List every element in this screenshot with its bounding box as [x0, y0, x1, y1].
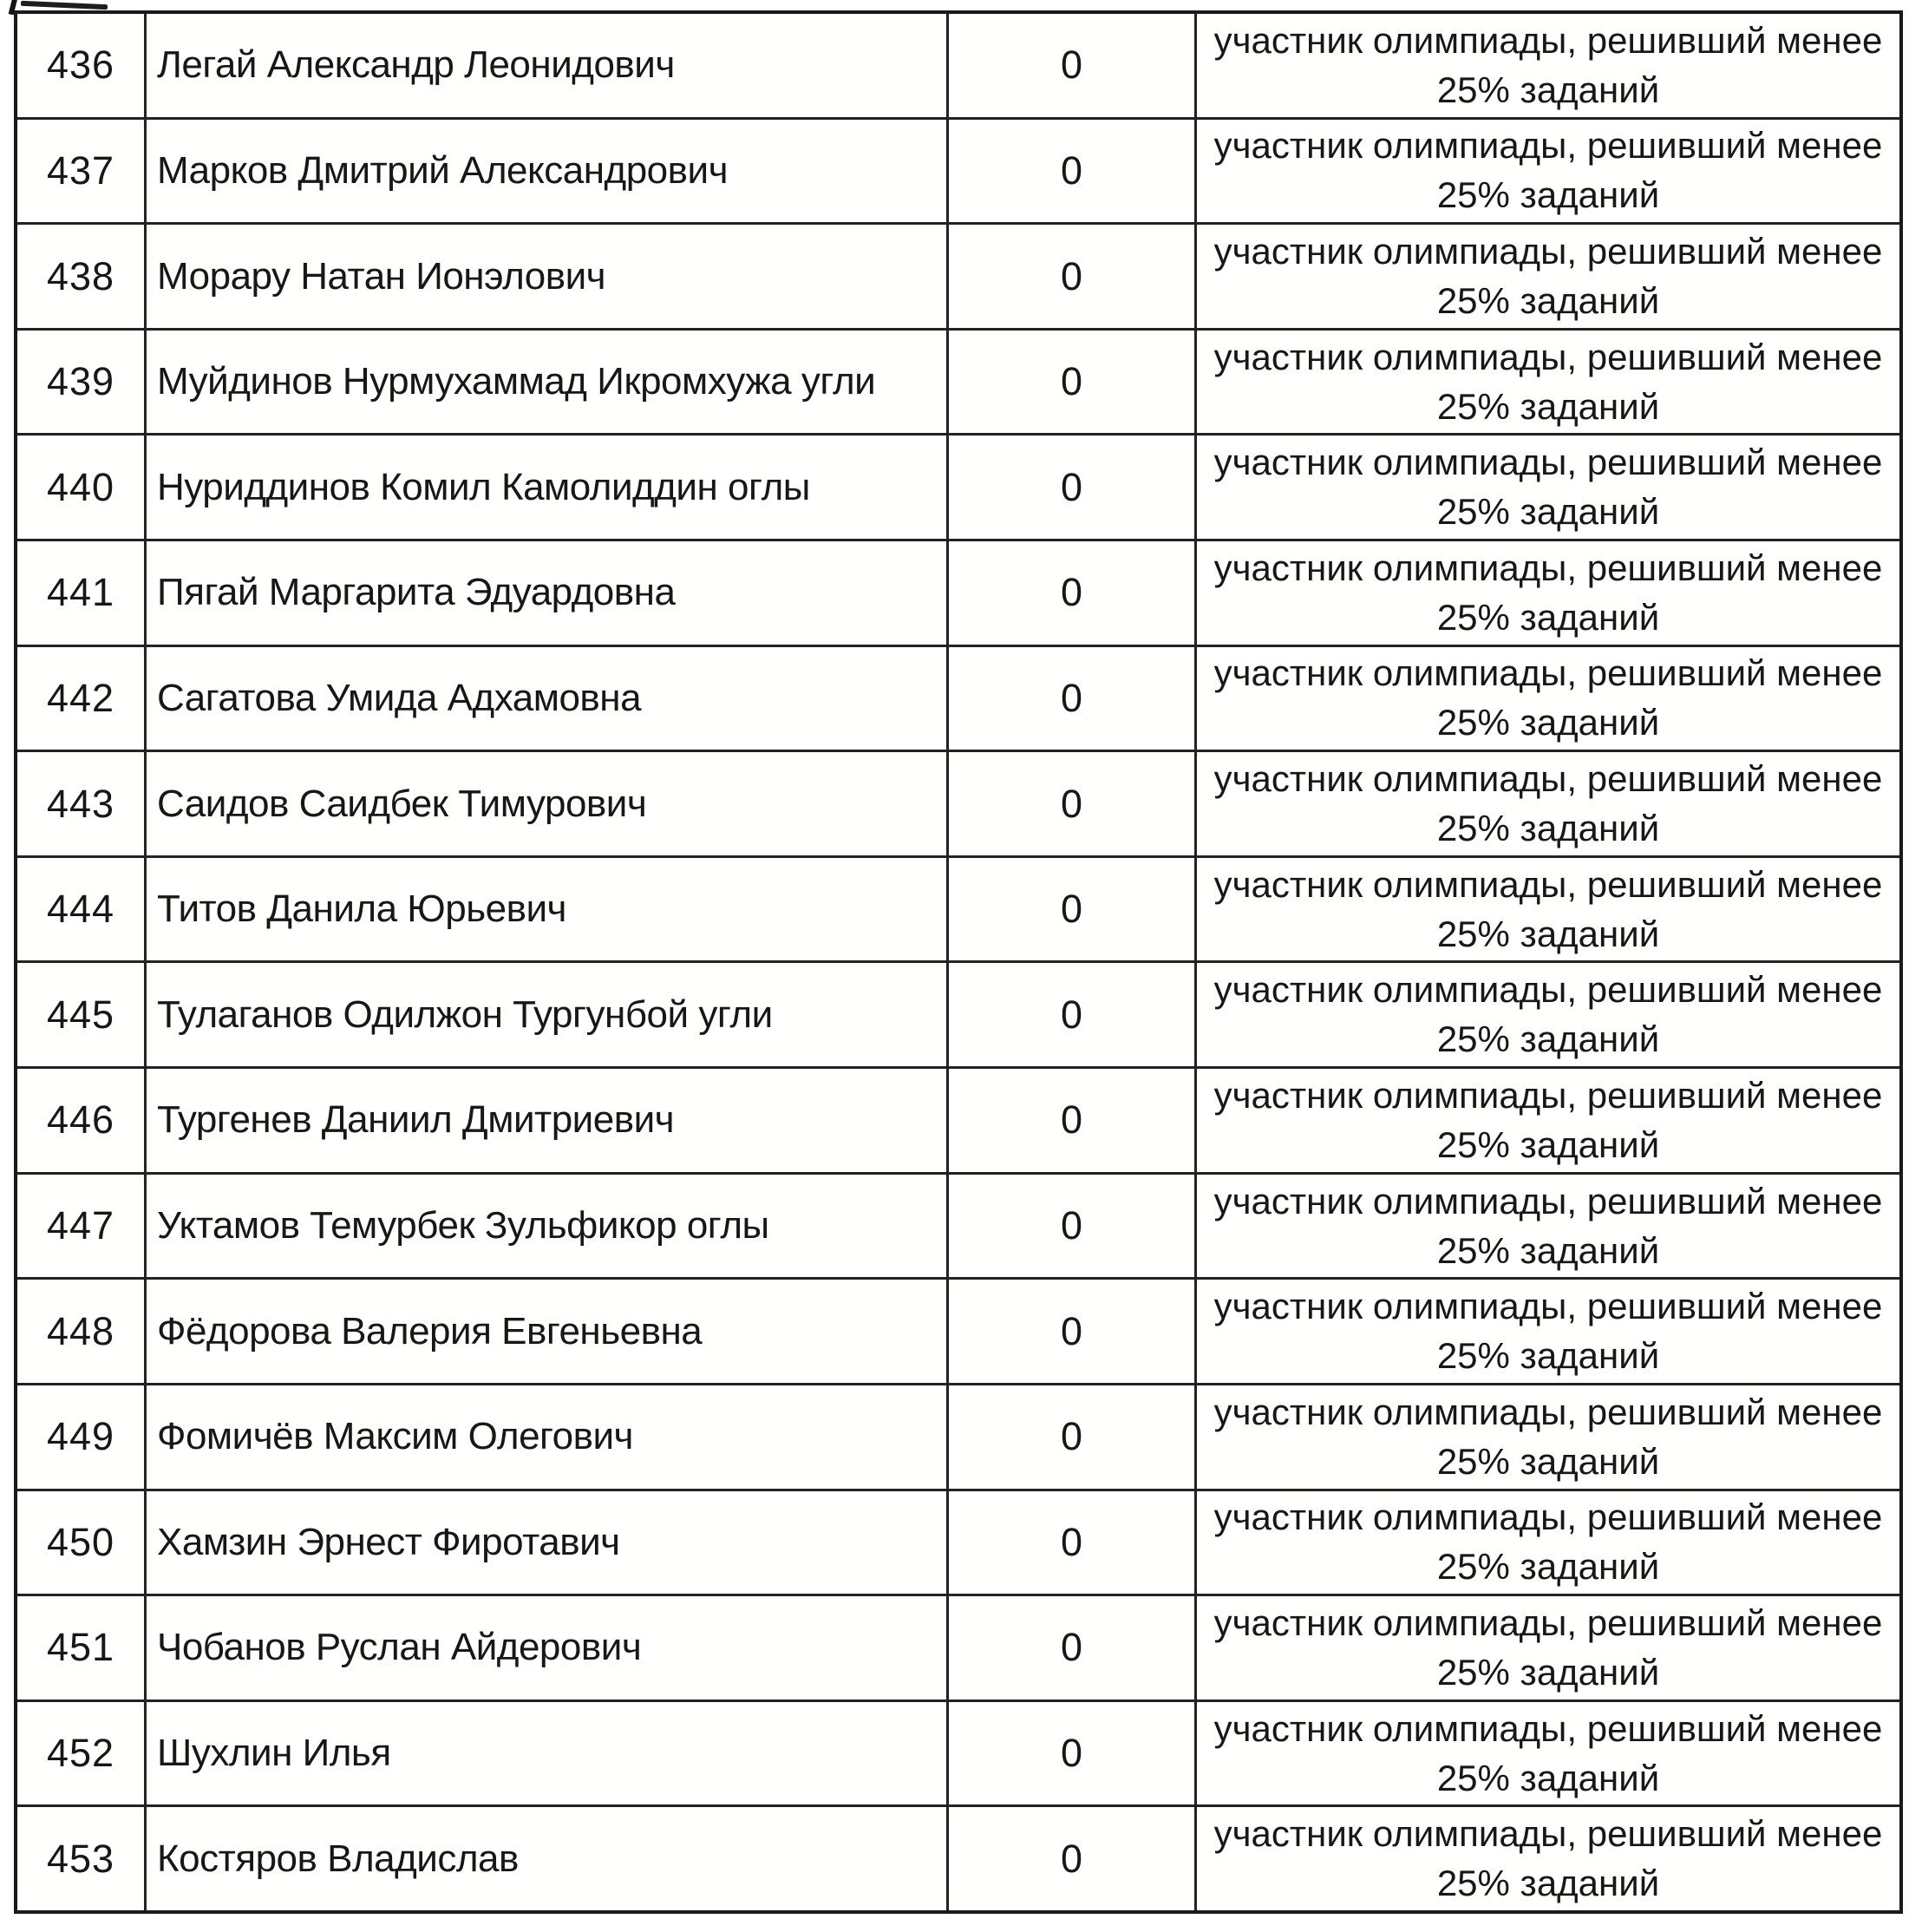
score-cell: 0 — [946, 1069, 1194, 1172]
participant-name-cell: Титов Данила Юрьевич — [144, 858, 946, 961]
score-cell: 0 — [946, 541, 1194, 645]
status-cell — [1194, 1175, 1899, 1278]
score-cell: 0 — [946, 436, 1194, 539]
table-row — [17, 117, 1899, 223]
status-line-2: 25% заданий — [1436, 491, 1660, 533]
participant-number-cell: 453 — [46, 1836, 115, 1881]
score-cell: 0 — [946, 963, 1194, 1066]
participant-number-cell: 450 — [46, 1519, 115, 1564]
status-line-1: участник олимпиады, решивший менее — [1213, 863, 1883, 905]
participant-name-cell: Чобанов Руслан Айдерович — [144, 1596, 946, 1700]
status-line-2: 25% заданий — [1436, 1229, 1660, 1271]
status-cell — [1194, 963, 1899, 1066]
participant-number-cell: 445 — [46, 992, 115, 1037]
participant-name-cell: Уктамов Темурбек Зульфикор оглы — [144, 1175, 946, 1278]
status-line-2: 25% заданий — [1436, 596, 1660, 638]
participant-name-cell: Фёдорова Валерия Евгеньевна — [144, 1280, 946, 1383]
participant-name-cell: Морару Натан Ионэлович — [144, 225, 946, 328]
table-row — [17, 1383, 1899, 1489]
participant-number-cell: 451 — [46, 1625, 115, 1670]
status-cell — [1194, 14, 1899, 117]
status-line-2: 25% заданий — [1436, 385, 1660, 427]
participant-number-cell: 442 — [46, 675, 115, 720]
status-cell — [1194, 1385, 1899, 1489]
status-line-2: 25% заданий — [1436, 1546, 1660, 1588]
status-line-1: участник олимпиады, решивший менее — [1213, 1813, 1883, 1855]
status-cell — [1194, 541, 1899, 645]
table-row — [17, 328, 1899, 434]
status-line-1: участник олимпиады, решивший менее — [1213, 652, 1883, 694]
score-cell: 0 — [946, 647, 1194, 750]
score-cell: 0 — [946, 1280, 1194, 1383]
status-cell — [1194, 1596, 1899, 1700]
participant-number-cell: 447 — [46, 1203, 115, 1248]
status-line-1: участник олимпиады, решивший менее — [1213, 1601, 1883, 1643]
status-cell — [1194, 1702, 1899, 1805]
table-row — [17, 433, 1899, 539]
table-row — [17, 855, 1899, 961]
participant-number-cell: 446 — [46, 1097, 115, 1143]
status-cell — [1194, 331, 1899, 434]
score-cell: 0 — [946, 752, 1194, 855]
status-line-1: участник олимпиады, решивший менее — [1213, 1391, 1883, 1432]
participant-name-cell: Марков Дмитрий Александрович — [144, 120, 946, 223]
table-row — [17, 1700, 1899, 1805]
table-row — [17, 1804, 1899, 1910]
olympiad-results-table — [14, 10, 1903, 1914]
status-line-1: участник олимпиады, решивший менее — [1213, 19, 1883, 61]
status-line-1: участник олимпиады, решивший менее — [1213, 1074, 1883, 1116]
table-row — [17, 960, 1899, 1066]
table-row — [17, 1066, 1899, 1172]
participant-number-cell: 444 — [46, 887, 115, 932]
participant-number-cell: 441 — [46, 570, 115, 615]
status-line-1: участник олимпиады, решивший менее — [1213, 1707, 1883, 1749]
table-row — [17, 1277, 1899, 1383]
status-line-2: 25% заданий — [1436, 1863, 1660, 1904]
status-line-1: участник олимпиады, решивший менее — [1213, 969, 1883, 1011]
table-row — [17, 222, 1899, 328]
participant-name-cell: Сагатова Умида Адхамовна — [144, 647, 946, 750]
participant-name-cell: Тургенев Даниил Дмитриевич — [144, 1069, 946, 1172]
score-cell: 0 — [946, 225, 1194, 328]
table-row — [17, 1172, 1899, 1278]
status-line-1: участник олимпиады, решивший менее — [1213, 1286, 1883, 1327]
status-cell — [1194, 1069, 1899, 1172]
status-line-1: участник олимпиады, решивший менее — [1213, 125, 1883, 167]
score-cell: 0 — [946, 1702, 1194, 1805]
score-cell: 0 — [946, 120, 1194, 223]
scan-artifact-smear — [21, 1, 108, 10]
table-row — [17, 750, 1899, 855]
status-line-2: 25% заданий — [1436, 702, 1660, 743]
participant-name-cell: Хамзин Эрнест Фиротавич — [144, 1491, 946, 1595]
status-cell — [1194, 120, 1899, 223]
status-line-2: 25% заданий — [1436, 913, 1660, 954]
participant-name-cell: Нуриддинов Комил Камолиддин оглы — [144, 436, 946, 539]
participant-number-cell: 440 — [46, 464, 115, 509]
status-line-1: участник олимпиады, решивший менее — [1213, 1496, 1883, 1538]
status-cell — [1194, 1807, 1899, 1910]
status-line-2: 25% заданий — [1436, 1757, 1660, 1798]
status-cell — [1194, 225, 1899, 328]
table-row — [17, 14, 1899, 117]
status-line-2: 25% заданий — [1436, 1335, 1660, 1377]
status-line-1: участник олимпиады, решивший менее — [1213, 758, 1883, 800]
status-line-2: 25% заданий — [1436, 808, 1660, 849]
status-cell — [1194, 436, 1899, 539]
status-line-2: 25% заданий — [1436, 1123, 1660, 1165]
participant-number-cell: 449 — [46, 1414, 115, 1459]
status-cell — [1194, 1280, 1899, 1383]
participant-name-cell: Шухлин Илья — [144, 1702, 946, 1805]
score-cell: 0 — [946, 1385, 1194, 1489]
table-row — [17, 645, 1899, 750]
status-cell — [1194, 647, 1899, 750]
score-cell: 0 — [946, 331, 1194, 434]
status-line-2: 25% заданий — [1436, 174, 1660, 216]
participant-number-cell: 438 — [46, 253, 115, 298]
participant-name-cell: Легай Александр Леонидович — [144, 14, 946, 117]
table-row — [17, 1594, 1899, 1700]
status-line-2: 25% заданий — [1436, 1651, 1660, 1693]
status-line-1: участник олимпиады, решивший менее — [1213, 547, 1883, 588]
participant-number-cell: 439 — [46, 359, 115, 404]
status-line-1: участник олимпиады, решивший менее — [1213, 336, 1883, 377]
participant-number-cell: 448 — [46, 1308, 115, 1353]
status-line-1: участник олимпиады, решивший менее — [1213, 231, 1883, 272]
participant-name-cell: Пягай Маргарита Эдуардовна — [144, 541, 946, 645]
participant-name-cell: Саидов Саидбек Тимурович — [144, 752, 946, 855]
status-cell — [1194, 752, 1899, 855]
table-row — [17, 539, 1899, 645]
table-row — [17, 1489, 1899, 1595]
status-line-1: участник олимпиады, решивший менее — [1213, 442, 1883, 483]
participant-name-cell: Фомичёв Максим Олегович — [144, 1385, 946, 1489]
participant-name-cell: Тулаганов Одилжон Тургунбой угли — [144, 963, 946, 1066]
participant-number-cell: 437 — [46, 147, 115, 193]
status-cell — [1194, 1491, 1899, 1595]
status-cell — [1194, 858, 1899, 961]
score-cell: 0 — [946, 1807, 1194, 1910]
participant-number-cell: 452 — [46, 1731, 115, 1776]
participant-number-cell: 443 — [46, 781, 115, 826]
participant-name-cell: Костяров Владислав — [144, 1807, 946, 1910]
status-line-2: 25% заданий — [1436, 1440, 1660, 1482]
status-line-2: 25% заданий — [1436, 280, 1660, 322]
status-line-1: участник олимпиады, решивший менее — [1213, 1180, 1883, 1221]
score-cell: 0 — [946, 1175, 1194, 1278]
score-cell: 0 — [946, 858, 1194, 961]
status-line-2: 25% заданий — [1436, 69, 1660, 110]
status-line-2: 25% заданий — [1436, 1018, 1660, 1060]
score-cell: 0 — [946, 1596, 1194, 1700]
participant-name-cell: Муйдинов Нурмухаммад Икромхужа угли — [144, 331, 946, 434]
score-cell: 0 — [946, 1491, 1194, 1595]
score-cell: 0 — [946, 14, 1194, 117]
participant-number-cell: 436 — [46, 43, 115, 88]
